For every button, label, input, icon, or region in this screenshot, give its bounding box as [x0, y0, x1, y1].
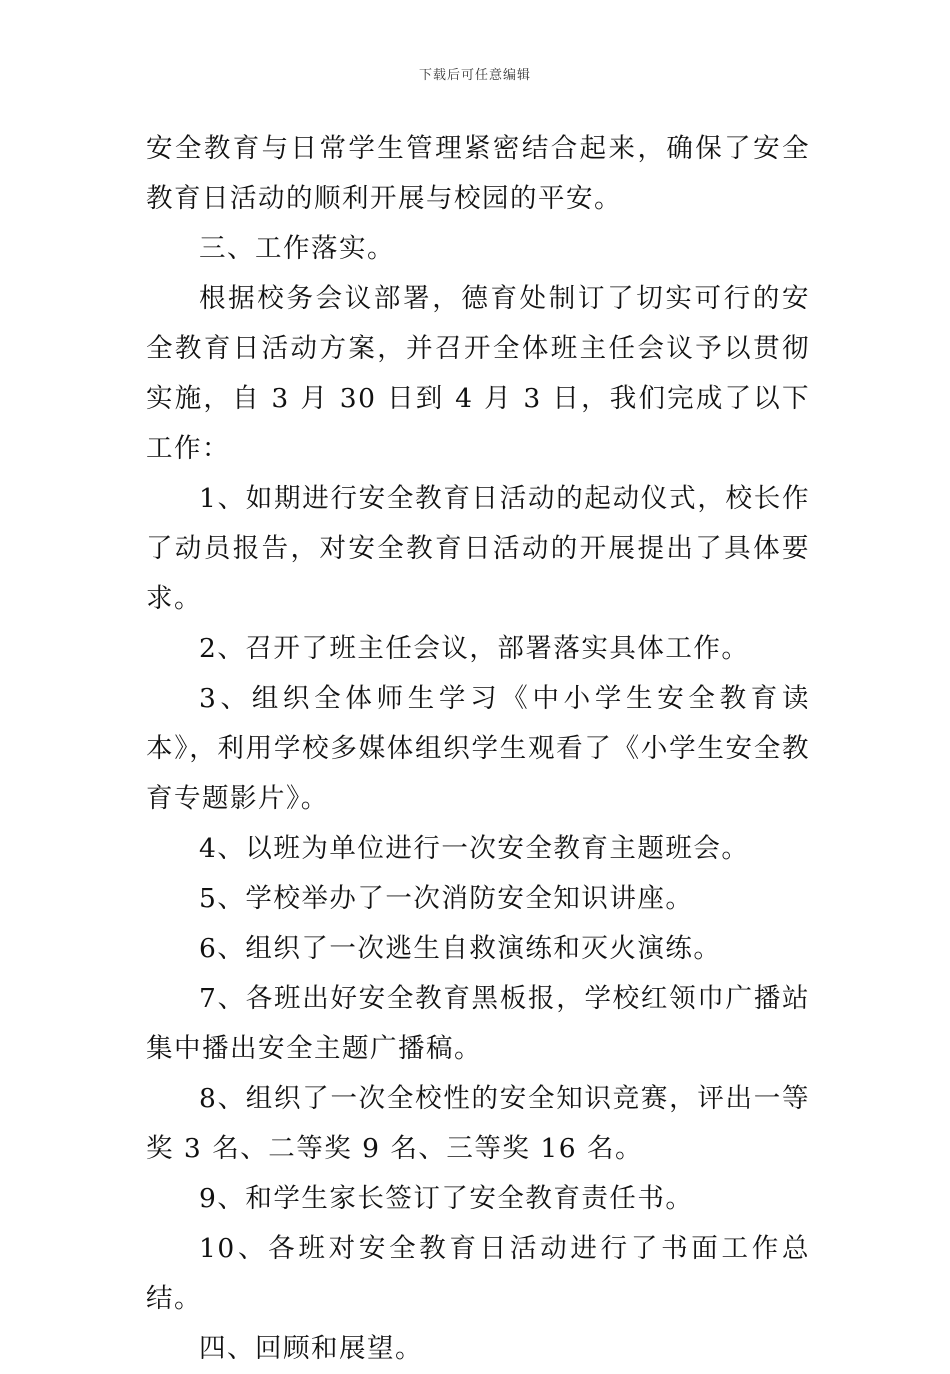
list-item-8: 8、组织了一次全校性的安全知识竞赛，评出一等奖 3 名、二等奖 9 名、三等奖 16 名。: [146, 1083, 810, 1164]
paragraph-intro: 根据校务会议部署，德育处制订了切实可行的安全教育日活动方案，并召开全体班主任会议予以贯彻实施，自 3 月 30 日到 4 月 3 日，我们完成了以下工作：: [146, 283, 810, 464]
list-item-1: 1、如期进行安全教育日活动的起动仪式，校长作了动员报告，对安全教育日活动的开展提出了具体要求。: [146, 483, 810, 614]
list-item-6: 6、组织了一次逃生自救演练和灭火演练。: [199, 933, 722, 964]
list-item-7: 7、各班出好安全教育黑板报，学校红领巾广播站集中播出安全主题广播稿。: [146, 983, 810, 1064]
list-item-3: 3、组织全体师生学习《中小学生安全教育读本》，利用学校多媒体组织学生观看了《小学生安全教育专题影片》。: [146, 683, 810, 814]
document-body: [146, 124, 810, 1374]
list-item-2: 2、召开了班主任会议，部署落实具体工作。: [199, 633, 750, 664]
page-header: 下载后可任意编辑: [418, 68, 531, 83]
list-item-4: 4、以班为单位进行一次安全教育主题班会。: [199, 833, 750, 864]
list-item-9: 9、和学生家长签订了安全教育责任书。: [199, 1183, 694, 1214]
section-heading-4: 四、回顾和展望。: [199, 1333, 423, 1364]
paragraph-continuation: 安全教育与日常学生管理紧密结合起来，确保了安全教育日活动的顺利开展与校园的平安。: [146, 133, 810, 214]
section-heading-3: 三、工作落实。: [199, 233, 395, 264]
list-item-10: 10、各班对安全教育日活动进行了书面工作总结。: [146, 1233, 810, 1314]
list-item-5: 5、学校举办了一次消防安全知识讲座。: [199, 883, 694, 914]
